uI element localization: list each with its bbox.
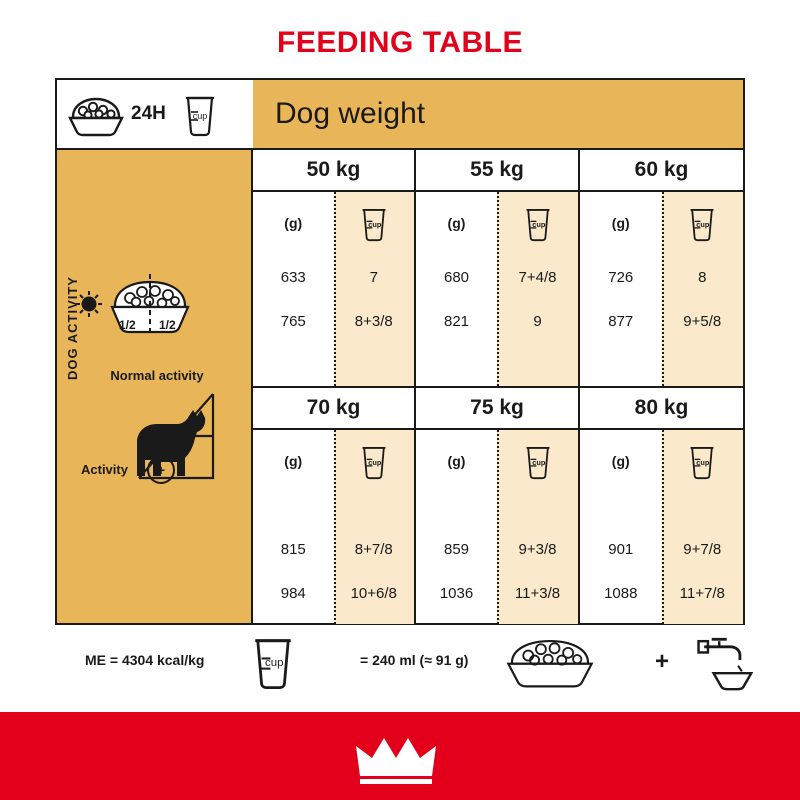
sun-icon	[76, 291, 102, 317]
cup-value: 8+3/8	[354, 312, 393, 330]
grams-value: 859	[443, 540, 470, 558]
cup-value: 11+7/8	[679, 584, 725, 602]
weight-block-1	[253, 150, 743, 388]
svg-text:cup: cup	[696, 220, 710, 230]
metabolizable-energy-text: ME = 4304 kcal/kg	[85, 652, 205, 668]
table-row	[416, 304, 578, 338]
cup-unit-icon	[662, 430, 744, 492]
weight-header: 70 kg	[253, 388, 414, 430]
weight-header: 80 kg	[580, 388, 743, 430]
grams-value: 680	[443, 268, 470, 286]
svg-text:cup: cup	[368, 458, 382, 468]
cup-value: 8+7/8	[354, 540, 393, 558]
cup-value: 8	[698, 268, 707, 286]
activity-split-illustration	[75, 262, 235, 352]
grams-value: 984	[280, 584, 306, 602]
svg-text:cup: cup	[531, 458, 545, 468]
moon-icon	[209, 290, 225, 322]
weight-data-area	[253, 150, 743, 625]
activity-plus-label: Activity	[81, 462, 128, 477]
table-row	[416, 260, 578, 294]
grams-value: 726	[608, 268, 634, 286]
measuring-cup-icon	[178, 88, 222, 140]
activity-plus-badge: +	[147, 456, 175, 484]
weight-block-2	[253, 388, 743, 624]
cup-equivalence-text: = 240 ml (≈ 91 g)	[360, 652, 469, 668]
grams-unit-label: (g)	[611, 215, 630, 231]
footer-legend	[55, 628, 745, 698]
svg-text:cup: cup	[696, 458, 710, 468]
weight-header: 75 kg	[416, 388, 578, 430]
grams-value: 765	[280, 312, 306, 330]
svg-text:cup: cup	[368, 220, 382, 230]
cup-value: 9	[533, 312, 542, 330]
cup-unit-icon	[497, 430, 578, 492]
table-row	[253, 304, 414, 338]
weight-header: 50 kg	[253, 150, 414, 192]
grams-unit-label: (g)	[284, 453, 303, 469]
grams-unit-label: (g)	[447, 215, 466, 231]
dog-bowl-icon	[65, 91, 127, 137]
cup-value: 9+5/8	[683, 312, 722, 330]
cup-value: 9+7/8	[683, 540, 722, 558]
grams-unit-label: (g)	[447, 453, 466, 469]
measuring-cup-icon	[245, 628, 301, 694]
grams-value: 877	[608, 312, 634, 330]
brand-band	[0, 712, 800, 800]
duration-cell	[57, 80, 253, 150]
grams-value: 901	[608, 540, 634, 558]
table-row	[253, 576, 414, 610]
grams-unit-label: (g)	[611, 453, 630, 469]
water-tap-icon	[685, 628, 761, 692]
table-row	[580, 576, 743, 610]
weight-column-70kg	[253, 388, 416, 624]
activity-levels	[73, 370, 253, 500]
cup-value: 10+6/8	[350, 584, 397, 602]
table-row	[253, 260, 414, 294]
weight-header: 55 kg	[416, 150, 578, 192]
royal-canin-crown-icon	[350, 730, 450, 786]
feeding-table	[55, 78, 745, 625]
table-row	[416, 576, 578, 610]
dog-bowl-icon	[495, 632, 605, 690]
cup-unit-icon	[334, 192, 415, 254]
weight-header: 60 kg	[580, 150, 743, 192]
dog-weight-header: Dog weight	[253, 80, 743, 150]
grams-value: 1036	[439, 584, 474, 602]
duration-label: 24H	[131, 103, 166, 124]
half-portion-left: 1/2	[119, 318, 136, 332]
cup-unit-icon	[497, 192, 578, 254]
grams-value: 821	[443, 312, 470, 330]
cup-value: 7	[369, 268, 378, 286]
weight-column-55kg	[416, 150, 580, 386]
svg-text:cup: cup	[265, 657, 284, 670]
weight-column-75kg	[416, 388, 580, 624]
cup-value: 9+3/8	[518, 540, 557, 558]
table-row	[580, 532, 743, 566]
cup-value: 11+3/8	[514, 584, 561, 602]
svg-text:cup: cup	[192, 111, 208, 121]
table-row	[416, 532, 578, 566]
cup-unit-icon	[334, 430, 415, 492]
cup-unit-icon	[662, 192, 744, 254]
grams-unit-label: (g)	[284, 215, 303, 231]
normal-activity-label: Normal activity	[110, 368, 204, 383]
half-portion-right: 1/2	[159, 318, 176, 332]
table-row	[580, 260, 743, 294]
dog-activity-label: DOG ACTIVITY	[65, 276, 80, 380]
table-row	[580, 304, 743, 338]
grams-value: 1088	[604, 584, 638, 602]
cup-value: 7+4/8	[518, 268, 557, 286]
weight-column-80kg	[580, 388, 743, 624]
svg-text:cup: cup	[531, 220, 545, 230]
grams-value: 633	[280, 268, 306, 286]
grams-value: 815	[280, 540, 306, 558]
plus-separator: +	[655, 648, 670, 675]
weight-column-60kg	[580, 150, 743, 386]
page-title: FEEDING TABLE	[277, 26, 523, 59]
table-row	[253, 532, 414, 566]
weight-column-50kg	[253, 150, 416, 386]
